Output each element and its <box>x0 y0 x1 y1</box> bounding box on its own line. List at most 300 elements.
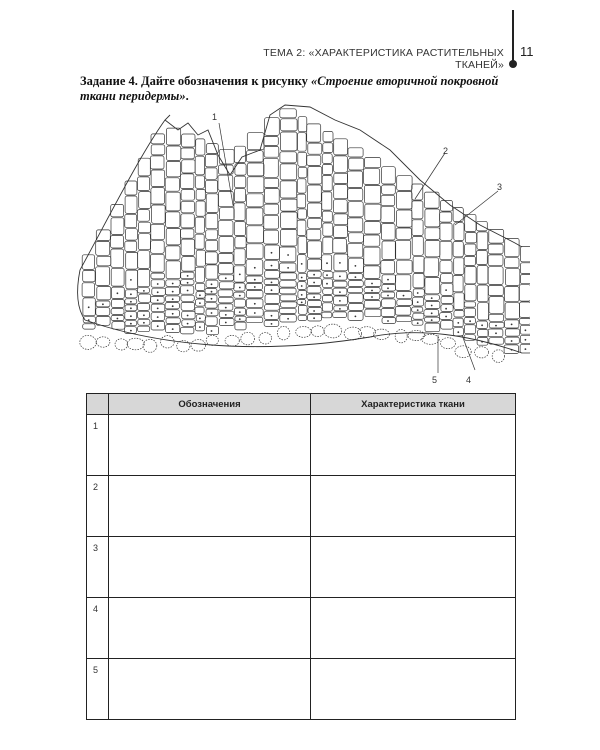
cell <box>280 302 297 307</box>
designation-cell[interactable] <box>109 598 311 659</box>
cell <box>364 185 380 203</box>
cell <box>465 244 476 255</box>
cell-nucleus <box>199 318 201 320</box>
cell-nucleus <box>339 276 341 278</box>
round-cell <box>359 327 376 338</box>
cell <box>247 133 264 150</box>
cell <box>488 286 503 296</box>
cell <box>465 285 476 301</box>
cell <box>246 208 263 225</box>
cell <box>83 324 95 329</box>
round-cell <box>225 335 239 346</box>
cell <box>97 287 111 300</box>
cell <box>111 300 124 308</box>
cell <box>465 214 476 231</box>
cell <box>234 222 245 236</box>
cell-nucleus <box>431 319 433 321</box>
cell <box>196 201 205 216</box>
cell <box>348 281 363 287</box>
cell <box>265 271 280 279</box>
cell <box>181 295 194 301</box>
cell-nucleus <box>313 310 315 312</box>
cell <box>348 148 363 157</box>
cell <box>454 311 464 318</box>
cell-nucleus <box>187 275 189 277</box>
designation-cell[interactable] <box>109 415 311 476</box>
cell <box>281 132 298 151</box>
cell <box>138 326 150 332</box>
cell <box>166 318 180 324</box>
cell <box>206 180 218 193</box>
cell <box>280 181 297 198</box>
cell-nucleus <box>172 305 174 307</box>
cell-nucleus <box>172 328 174 330</box>
cell <box>425 301 440 308</box>
round-cell <box>259 333 272 344</box>
cell <box>308 218 322 228</box>
cell-nucleus <box>417 309 419 311</box>
cell <box>280 288 297 294</box>
cell <box>464 256 475 265</box>
cell <box>138 251 150 269</box>
cell-nucleus <box>130 315 132 317</box>
cell <box>424 258 439 277</box>
cell <box>477 232 488 250</box>
cell <box>151 188 165 204</box>
cell-nucleus <box>271 265 273 267</box>
cell <box>152 288 166 295</box>
cell <box>364 169 380 185</box>
row-number: 2 <box>87 476 109 537</box>
cell <box>333 281 347 287</box>
cell-nucleus <box>313 274 315 276</box>
cell <box>297 220 306 236</box>
cell <box>218 221 233 236</box>
cell <box>112 322 125 330</box>
cell-nucleus <box>271 315 273 317</box>
page-number: 11 <box>520 44 534 59</box>
cell <box>395 275 410 291</box>
cell-nucleus <box>157 308 159 310</box>
cell <box>425 323 440 332</box>
cell <box>322 154 332 164</box>
cell <box>151 145 165 155</box>
cell <box>333 239 347 253</box>
cell <box>364 301 380 309</box>
cell <box>218 253 233 262</box>
cell <box>365 204 381 220</box>
cell-nucleus <box>301 263 303 265</box>
round-cell <box>143 339 157 352</box>
cell <box>167 146 181 161</box>
cell-nucleus <box>339 291 341 293</box>
cell <box>196 315 205 322</box>
round-cell <box>191 340 206 352</box>
cell <box>334 254 348 271</box>
cell <box>196 283 205 290</box>
cell <box>234 249 245 265</box>
cell-nucleus <box>225 322 227 324</box>
cell <box>395 307 410 316</box>
cell <box>246 244 263 259</box>
cell <box>454 258 464 275</box>
cell <box>125 214 137 227</box>
round-cell <box>324 324 342 338</box>
cell-nucleus <box>417 322 419 324</box>
cell <box>195 307 204 314</box>
cell <box>348 243 363 257</box>
cell-nucleus <box>143 314 145 316</box>
cell <box>111 249 124 267</box>
cell-nucleus <box>355 276 357 278</box>
cell-nucleus <box>271 323 273 325</box>
cell <box>396 316 411 322</box>
cell-nucleus <box>130 301 132 303</box>
cell <box>195 176 204 189</box>
cell <box>440 241 452 259</box>
table-row <box>87 476 516 537</box>
cell <box>181 327 194 334</box>
cell <box>382 318 396 324</box>
cell <box>381 261 395 274</box>
cell-nucleus <box>287 254 289 256</box>
cell <box>298 209 307 219</box>
cell-nucleus <box>117 292 119 294</box>
cell-nucleus <box>157 299 159 301</box>
cell <box>196 139 205 155</box>
cell <box>307 124 321 142</box>
cell <box>126 229 138 240</box>
cell <box>264 158 279 177</box>
characteristic-cell[interactable] <box>311 537 516 598</box>
cell-nucleus <box>301 302 303 304</box>
cell-nucleus <box>254 303 256 305</box>
round-cell <box>492 350 504 363</box>
cell <box>166 261 180 279</box>
cell-nucleus <box>339 300 341 302</box>
cell-nucleus <box>254 267 256 269</box>
cell <box>364 266 380 279</box>
cell <box>205 303 217 308</box>
cell <box>333 200 347 213</box>
cell <box>464 308 475 316</box>
cell <box>138 158 150 176</box>
cell-nucleus <box>326 274 328 276</box>
cell <box>413 313 424 319</box>
cell-nucleus <box>130 323 132 325</box>
cell <box>206 230 218 240</box>
cell <box>505 269 519 286</box>
cell-nucleus <box>287 267 289 269</box>
cell <box>82 283 94 297</box>
cell <box>323 289 333 295</box>
cell <box>441 274 453 283</box>
cell-nucleus <box>339 308 341 310</box>
cell <box>412 237 423 256</box>
cell <box>182 134 195 147</box>
cell <box>323 143 333 153</box>
cell <box>138 234 150 250</box>
cell <box>382 167 396 184</box>
cell-nucleus <box>157 325 159 327</box>
cell <box>152 205 166 223</box>
cell <box>196 250 205 266</box>
table-row <box>87 415 516 476</box>
cell <box>280 152 297 163</box>
cell <box>397 210 412 227</box>
periderm-figure <box>70 95 530 395</box>
cell <box>297 179 306 193</box>
cell <box>151 254 165 272</box>
cell <box>488 255 503 266</box>
cell <box>395 240 410 259</box>
cell <box>323 272 333 278</box>
cell <box>440 212 452 222</box>
cell <box>195 267 204 282</box>
cell-nucleus <box>326 262 328 264</box>
cell <box>246 290 263 298</box>
cell <box>264 215 279 229</box>
cell <box>308 203 322 217</box>
cell-nucleus <box>271 252 273 254</box>
cell <box>265 189 280 204</box>
cell-nucleus <box>271 282 273 284</box>
cell <box>298 133 307 152</box>
cell <box>298 152 307 166</box>
cell <box>298 315 307 320</box>
cell <box>151 224 165 239</box>
cell <box>307 287 321 293</box>
cell <box>520 263 530 274</box>
cell <box>281 212 298 229</box>
cell-nucleus <box>417 292 419 294</box>
cell-nucleus <box>143 290 145 292</box>
cell <box>195 234 204 249</box>
cell <box>397 260 412 274</box>
cell <box>206 194 218 213</box>
cell <box>166 161 180 176</box>
cell <box>150 156 164 169</box>
cell <box>111 205 124 217</box>
task-prefix: Задание 4. Дайте обозначения к рисунку <box>80 74 312 88</box>
cell <box>280 164 297 180</box>
cell <box>381 224 395 240</box>
figure-label-5: 5 <box>432 375 438 385</box>
cell-nucleus <box>525 348 527 350</box>
cell-nucleus <box>355 316 357 318</box>
cell <box>264 178 279 187</box>
cell <box>323 131 333 142</box>
cell <box>298 117 307 132</box>
header-characteristic: Характеристика ткани <box>311 394 516 415</box>
cell <box>381 309 395 317</box>
cell <box>138 222 150 233</box>
table-header-row <box>87 394 516 415</box>
cell <box>181 201 194 213</box>
cell <box>322 303 332 311</box>
cell <box>166 192 180 211</box>
cell <box>364 222 380 235</box>
cell <box>218 264 233 274</box>
cell-nucleus <box>495 332 497 334</box>
cell <box>235 176 246 188</box>
designation-cell[interactable] <box>109 476 311 537</box>
cell-nucleus <box>469 320 471 322</box>
cell-nucleus <box>172 283 174 285</box>
cell <box>307 185 321 202</box>
cell <box>137 303 149 310</box>
cell-nucleus <box>225 277 227 279</box>
table-row <box>87 659 516 720</box>
round-cell <box>441 338 456 349</box>
cell-nucleus <box>157 291 159 293</box>
cell-nucleus <box>511 340 513 342</box>
cell <box>322 211 332 222</box>
cell <box>505 303 519 319</box>
characteristic-cell[interactable] <box>311 476 516 537</box>
cell-nucleus <box>431 305 433 307</box>
cell-nucleus <box>199 294 201 296</box>
cell <box>207 326 219 334</box>
cell <box>126 270 138 289</box>
round-cell <box>296 327 311 338</box>
round-cell <box>206 335 218 345</box>
cell <box>182 311 195 319</box>
cell-nucleus <box>254 286 256 288</box>
cell-nucleus <box>239 295 241 297</box>
cell-nucleus <box>525 329 527 331</box>
cell-nucleus <box>431 312 433 314</box>
cell <box>218 297 233 303</box>
cell <box>195 217 204 233</box>
cell <box>151 241 165 254</box>
characteristic-cell[interactable] <box>311 659 516 720</box>
cell <box>264 136 279 145</box>
cell <box>218 290 233 296</box>
cell <box>235 322 246 330</box>
cell <box>151 134 165 144</box>
cell <box>166 228 180 245</box>
cell <box>440 223 452 240</box>
cell <box>488 267 503 285</box>
cell <box>264 204 279 214</box>
header-designation: Обозначения <box>109 394 311 415</box>
cell <box>412 220 423 236</box>
cell <box>206 240 218 251</box>
cell <box>125 241 137 251</box>
cell-nucleus <box>481 324 483 326</box>
cell <box>478 330 489 337</box>
cell <box>413 256 424 272</box>
cell <box>234 299 245 307</box>
cell <box>246 317 263 322</box>
cell <box>397 192 412 210</box>
cell-nucleus <box>387 295 389 297</box>
cell <box>519 285 530 301</box>
cell-nucleus <box>143 322 145 324</box>
cell <box>219 311 234 317</box>
cell <box>205 154 217 166</box>
cell <box>365 158 381 168</box>
cell <box>397 176 412 191</box>
header-rule <box>512 10 514 62</box>
designation-cell[interactable] <box>109 537 311 598</box>
cell-nucleus <box>403 295 405 297</box>
cell-nucleus <box>371 283 373 285</box>
cell <box>298 305 307 314</box>
header-dot <box>509 60 517 68</box>
cell <box>182 160 195 173</box>
cell <box>365 309 381 317</box>
cell <box>308 259 322 270</box>
cell <box>381 195 395 205</box>
cell-nucleus <box>130 279 132 281</box>
cell-nucleus <box>239 318 241 320</box>
cell <box>247 163 264 176</box>
table-row <box>87 537 516 598</box>
cell-nucleus <box>301 277 303 279</box>
cell-nucleus <box>457 331 459 333</box>
cell-nucleus <box>387 287 389 289</box>
cell <box>97 256 111 266</box>
row-number: 5 <box>87 659 109 720</box>
cell <box>454 223 464 241</box>
cell <box>280 109 297 118</box>
cell <box>206 265 218 279</box>
cell <box>181 229 194 238</box>
leader-line-3 <box>455 191 498 225</box>
cell <box>219 282 234 289</box>
cell-nucleus <box>445 308 447 310</box>
cell <box>322 164 332 174</box>
cell <box>489 297 504 314</box>
cell <box>348 294 363 303</box>
cell-nucleus <box>225 307 227 309</box>
cell <box>488 244 503 254</box>
cell <box>412 201 423 219</box>
cell <box>181 190 194 201</box>
cell <box>166 212 180 228</box>
cell <box>219 237 234 253</box>
cell <box>125 196 137 213</box>
cell <box>181 174 194 189</box>
cell <box>453 276 463 292</box>
cell <box>181 148 194 159</box>
cell <box>520 302 531 317</box>
cell <box>349 158 364 170</box>
cell <box>334 306 348 311</box>
row-number: 4 <box>87 598 109 659</box>
characteristic-cell[interactable] <box>311 415 516 476</box>
cell <box>441 321 453 330</box>
cell <box>265 295 280 304</box>
cell <box>308 300 322 306</box>
cell-nucleus <box>287 318 289 320</box>
cell-nucleus <box>199 326 201 328</box>
round-cell <box>311 326 324 337</box>
cell <box>151 170 165 187</box>
cell <box>333 312 347 318</box>
designation-cell[interactable] <box>109 659 311 720</box>
cell-nucleus <box>172 298 174 300</box>
cell <box>281 199 298 211</box>
characteristic-cell[interactable] <box>311 598 516 659</box>
running-title: ТЕМА 2: «ХАРАКТЕРИСТИКА РАСТИТЕЛЬНЫХ ТКАНЕЙ» <box>263 47 504 71</box>
cell <box>441 284 453 296</box>
cell-nucleus <box>254 312 256 314</box>
cell-nucleus <box>130 330 132 332</box>
cell <box>297 194 306 208</box>
